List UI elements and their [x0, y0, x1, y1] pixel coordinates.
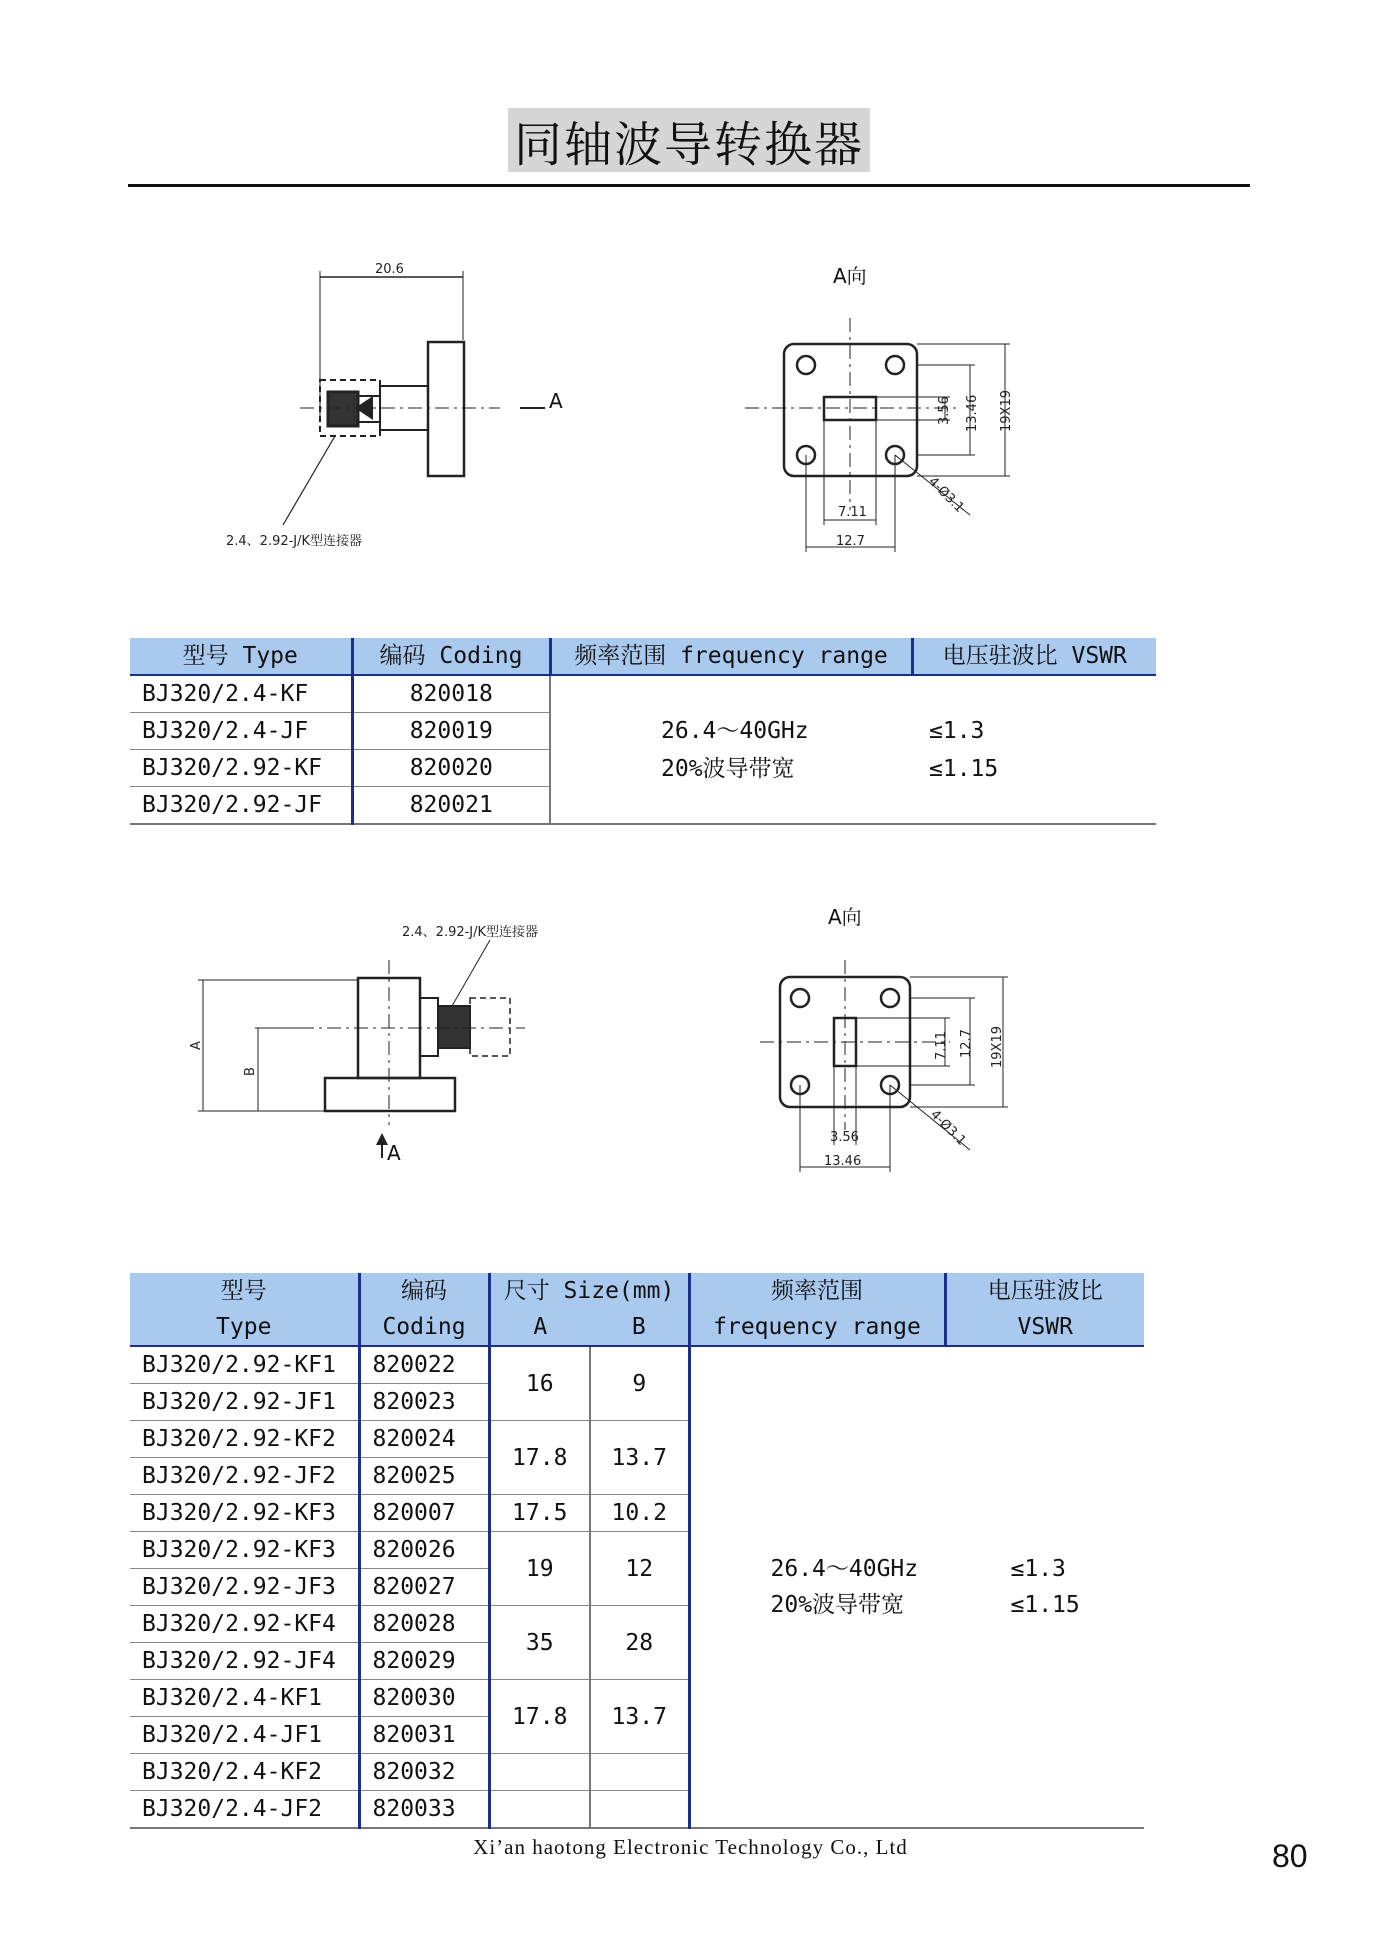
header-type-en: Type: [130, 1309, 359, 1346]
dim-inner: 13.46: [965, 394, 980, 432]
cell-code: 820020: [352, 750, 550, 787]
cell-code: 820023: [359, 1384, 489, 1421]
cell-type: BJ320/2.92-JF3: [130, 1569, 359, 1606]
cell-code: 820033: [359, 1791, 489, 1829]
header-frequency: 频率范围 frequency range: [550, 638, 912, 675]
cell-type: BJ320/2.92-JF: [130, 787, 352, 825]
cell-code: 820018: [352, 675, 550, 713]
cell-code: 820024: [359, 1421, 489, 1458]
cell-code: 820029: [359, 1643, 489, 1680]
dim-width-text: 20.6: [375, 262, 404, 277]
cell-type: BJ320/2.4-KF: [130, 675, 352, 713]
cell-type: BJ320/2.4-KF1: [130, 1680, 359, 1717]
cell-code: 820028: [359, 1606, 489, 1643]
cell-size-b: 28: [590, 1606, 689, 1680]
header-vswr-en: VSWR: [945, 1309, 1144, 1346]
connector-body: [438, 1006, 470, 1048]
cell-type: BJ320/2.92-JF1: [130, 1384, 359, 1421]
connector-note: 2.4、2.92-J/K型连接器: [226, 534, 363, 549]
cell-size-b: 10.2: [590, 1495, 689, 1532]
cell-size-a: 16: [489, 1346, 590, 1421]
cell-type: BJ320/2.4-JF: [130, 713, 352, 750]
cell-code: 820030: [359, 1680, 489, 1717]
cell-type: BJ320/2.92-KF3: [130, 1495, 359, 1532]
cell-size-a: 17.8: [489, 1421, 590, 1495]
table-row: [130, 1346, 1144, 1384]
vswr-line-1: ≤1.3: [1010, 1556, 1066, 1582]
freq-line-1: 26.4～40GHz: [661, 717, 809, 744]
cell-type: BJ320/2.92-KF: [130, 750, 352, 787]
freq-line-2: 20%波导带宽: [770, 1592, 905, 1618]
spec-table-2: [130, 1273, 1144, 1829]
cell-size-b: 9: [590, 1346, 689, 1421]
freq-line-2: 20%波导带宽: [661, 755, 795, 782]
mount-hole: [881, 989, 899, 1007]
cell-size-b: 12: [590, 1532, 689, 1606]
cell-size-a: [489, 1754, 590, 1791]
cell-code: 820021: [352, 787, 550, 825]
vswr-line-2: ≤1.15: [929, 755, 999, 782]
cell-type: BJ320/2.4-JF1: [130, 1717, 359, 1754]
header-code-en: Coding: [359, 1309, 489, 1346]
cell-code: 820031: [359, 1717, 489, 1754]
cell-code: 820022: [359, 1346, 489, 1384]
arrow-a-label: A: [549, 389, 563, 413]
cell-size-a: 17.5: [489, 1495, 590, 1532]
page-number: 80: [1272, 1838, 1308, 1874]
cell-code: 820027: [359, 1569, 489, 1606]
cell-code: 820026: [359, 1532, 489, 1569]
header-type: 型号 Type: [130, 638, 352, 675]
cell-size-b: 13.7: [590, 1421, 689, 1495]
cell-code: 820025: [359, 1458, 489, 1495]
header-vswr: 电压驻波比 VSWR: [912, 638, 1156, 675]
cell-type: BJ320/2.92-KF4: [130, 1606, 359, 1643]
cell-size-b: [590, 1791, 689, 1829]
dim-hole-pitch: 12.7: [836, 534, 865, 549]
connector-note-2: 2.4、2.92-J/K型连接器: [402, 925, 539, 940]
dim-outer: 19X19: [999, 390, 1014, 432]
header-vswr-cn: 电压驻波比: [945, 1273, 1144, 1309]
cell-type: BJ320/2.92-KF1: [130, 1346, 359, 1384]
mount-hole: [791, 989, 809, 1007]
header-size: 尺寸 Size(mm): [489, 1273, 689, 1309]
header-size-b: B: [590, 1309, 689, 1346]
footer-company: Xi’an haotong Electronic Technology Co., Ltd: [473, 1835, 908, 1859]
cell-code: 820019: [352, 713, 550, 750]
cell-type: BJ320/2.92-KF3: [130, 1532, 359, 1569]
cell-size-b: [590, 1754, 689, 1791]
cell-code: 820032: [359, 1754, 489, 1791]
dim-a: A: [189, 1041, 204, 1050]
dim-slot-h: 3.56: [937, 396, 952, 425]
cell-code: 820007: [359, 1495, 489, 1532]
cell-size-a: [489, 1791, 590, 1829]
header-freq-cn: 频率范围: [689, 1273, 945, 1309]
header-coding: 编码 Coding: [352, 638, 550, 675]
cell-size-a: 19: [489, 1532, 590, 1606]
dim-hole-pitch-2: 12.7: [959, 1029, 974, 1058]
cell-type: BJ320/2.4-JF2: [130, 1791, 359, 1829]
dim-slot-h-2: 7.11: [934, 1031, 949, 1060]
vswr-line-2: ≤1.15: [1010, 1592, 1080, 1618]
dim-holes-2: 4-Ø3.1: [927, 1107, 969, 1149]
vswr-line-1: ≤1.3: [929, 717, 985, 744]
view-a-label-2: A向: [828, 905, 862, 929]
cell-size-b: 13.7: [590, 1680, 689, 1754]
cell-type: BJ320/2.92-JF2: [130, 1458, 359, 1495]
header-freq-en: frequency range: [689, 1309, 945, 1346]
page-title: 同轴波导转换器: [513, 116, 864, 173]
header-size-a: A: [489, 1309, 590, 1346]
cell-size-a: 35: [489, 1606, 590, 1680]
arrow-a-label-2: A: [387, 1141, 401, 1165]
dim-slot-w: 7.11: [838, 505, 867, 520]
dim-holes: 4-Ø3.1: [925, 474, 967, 516]
adapter-flange: [325, 1078, 455, 1111]
dim-b: B: [243, 1067, 258, 1076]
freq-line-1: 26.4～40GHz: [770, 1556, 919, 1582]
cell-type: BJ320/2.92-KF2: [130, 1421, 359, 1458]
view-a-label: A向: [833, 264, 867, 288]
cell-size-a: 17.8: [489, 1680, 590, 1754]
header-code-cn: 编码: [359, 1273, 489, 1309]
dim-outer-2: 19X19: [990, 1026, 1005, 1068]
merged-spec-cell-2: [689, 1346, 1144, 1828]
cell-type: BJ320/2.92-JF4: [130, 1643, 359, 1680]
cell-type: BJ320/2.4-KF2: [130, 1754, 359, 1791]
header-type-cn: 型号: [130, 1273, 359, 1309]
dim-slot-w-2: 3.56: [830, 1130, 859, 1145]
dim-inner-2: 13.46: [824, 1154, 862, 1169]
